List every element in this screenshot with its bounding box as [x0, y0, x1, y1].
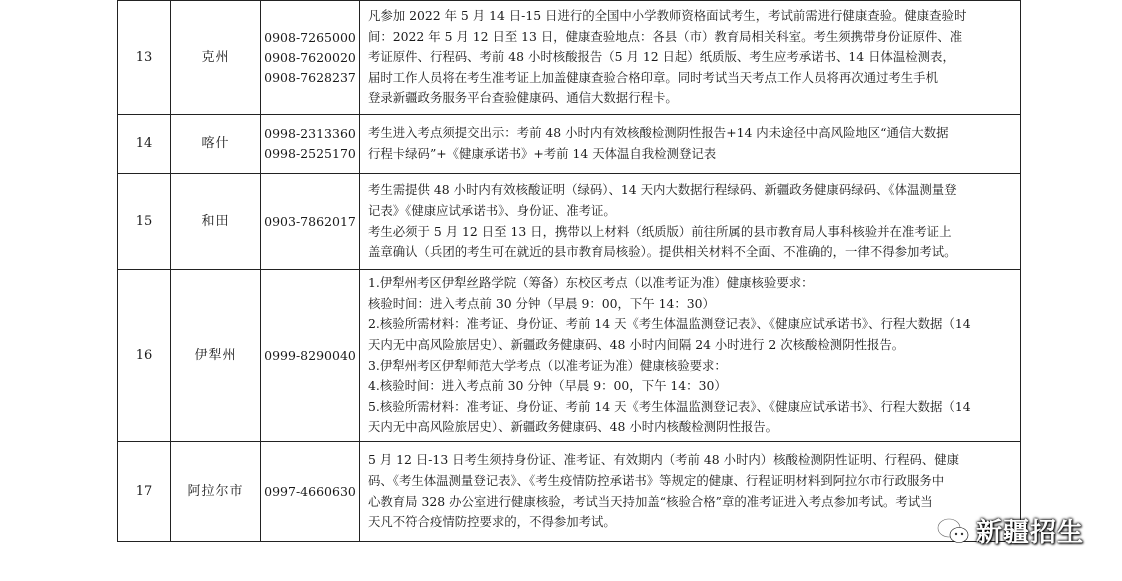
requirement-line: 心教育局 328 办公室进行健康核验，考试当天持加盖“核验合格”章的准考证进入考点参加考试。考试当 [368, 493, 933, 509]
requirement-line: 码、《考生体温测量登记表》、《考生疫情防控承诺书》等规定的健康、行程证明材料到阿拉尔市行政服务中 [368, 472, 945, 488]
contact-phones [261, 1, 360, 115]
requirement-line: 凡参加 2022 年 5 月 14 日-15 日进行的全国中小学教师资格面试考生，考试前需进行健康查验。健康查验时 [368, 8, 967, 24]
watermark-text: 新疆招生 [975, 518, 1084, 548]
requirement-line: 1.伊犁州考区伊犁丝路学院（筹备）东校区考点（以准考证为准）健康核验要求： [368, 275, 814, 291]
requirement-line: 天内无中高风险旅居史）、新疆政务健康码、48 小时内间隔 24 小时进行 2 次核酸检测阴性报告。 [368, 336, 905, 352]
region-name: 阿拉尔市 [171, 442, 261, 542]
requirement-line: 3.伊犁州考区伊犁师范大学考点（以准考证为准）健康核验要求： [368, 357, 727, 373]
region-name: 克州 [171, 1, 261, 115]
requirement-line: 间：2022 年 5 月 12 日至 13 日，健康查验地点：各县（市）教育局相关科室。考生须携带身份证原件、准 [368, 28, 963, 44]
requirements-text [360, 174, 1021, 270]
requirement-line: 核验时间：进入考点前 30 分钟（早晨 9：00，下午 14：30） [368, 295, 715, 311]
requirement-line: 届时工作人员将在考生准考证上加盖健康查验合格印章。同时考试当天考点工作人员将再次通过考生手机 [368, 69, 938, 85]
requirement-line: 登录新疆政务服务平台查验健康码、通信大数据行程卡。 [368, 90, 678, 106]
requirement-line: 记表》《健康应试承诺书》、身份证、准考证。 [368, 202, 616, 218]
wechat-icon [936, 516, 970, 546]
table-row [118, 270, 1021, 442]
region-name: 和田 [171, 174, 261, 270]
requirement-line: 行程卡绿码”+《健康承诺书》+考前 14 天体温自我检测登记表 [368, 146, 717, 161]
exam-health-check-table [117, 0, 1021, 542]
table-row [118, 174, 1021, 270]
requirement-line: 考生进入考点须提交出示：考前 48 小时内有效核酸检测阴性报告+14 内未途径中高风险地区“通信大数据 [368, 125, 949, 141]
region-name: 伊犁州 [171, 270, 261, 442]
phone-number: 0997-4660630 [264, 483, 356, 499]
table-row [118, 442, 1021, 542]
table-row [118, 115, 1021, 174]
requirement-line: 5 月 12 日-13 日考生须持身份证、准考证、有效期内（考前 48 小时内）核酸检测阴性证明、行程码、健康 [368, 452, 960, 468]
contact-phones [261, 174, 360, 270]
row-number: 16 [118, 270, 171, 442]
phone-number: 0903-7862017 [264, 213, 356, 229]
contact-phones [261, 270, 360, 442]
contact-phones [261, 442, 360, 542]
table-row [118, 1, 1021, 115]
phone-number: 0998-2525170 [264, 146, 356, 161]
requirements-text [360, 115, 1021, 174]
phone-number: 0999-8290040 [264, 347, 356, 363]
row-number: 17 [118, 442, 171, 542]
requirement-line: 盖章确认（兵团的考生可在就近的县市教育局核验）。提供相关材料不全面、不准确的，一律不得参加考试。 [368, 244, 957, 260]
requirements-text [360, 442, 1021, 542]
contact-phones [261, 115, 360, 174]
region-name: 喀什 [171, 115, 261, 174]
row-number: 15 [118, 174, 171, 270]
requirement-line: 天内无中高风险旅居史）、新疆政务健康码、48 小时内核酸检测阴性报告。 [368, 419, 779, 435]
requirement-line: 2.核验所需材料：准考证、身份证、考前 14 天《考生体温监测登记表》、《健康应试承诺书》、行程大数据（14 [368, 316, 971, 332]
row-number: 14 [118, 115, 171, 174]
requirements-text [360, 1, 1021, 115]
requirement-line: 天凡不符合疫情防控要求的，不得参加考试。 [368, 514, 616, 530]
requirement-line: 考生需提供 48 小时内有效核酸证明（绿码）、14 天内大数据行程绿码、新疆政务健康码绿码、《体温测量登 [368, 182, 957, 198]
requirement-line: 考证原件、行程码、考前 48 小时核酸报告（5 月 12 日起）纸质版、考生应考承诺书、14 日体温检测表， [368, 49, 955, 65]
phone-number: 0908-7628237 [264, 69, 356, 85]
requirement-line: 4.核验时间：进入考点前 30 分钟（早晨 9：00，下午 14：30） [368, 378, 727, 394]
requirement-line: 考生必须于 5 月 12 日至 13 日，携带以上材料（纸质版）前往所属的县市教育局人事科核验并在准考证上 [368, 223, 952, 239]
requirement-line: 5.核验所需材料：准考证、身份证、考前 14 天《考生体温监测登记表》、《健康应试承诺书》、行程大数据（14 [368, 398, 971, 414]
requirements-text [360, 270, 1021, 442]
phone-number: 0908-7265000 [264, 29, 356, 45]
phone-number: 0998-2313360 [264, 126, 356, 141]
row-number: 13 [118, 1, 171, 115]
wechat-watermark [936, 512, 1084, 549]
phone-number: 0908-7620020 [264, 49, 356, 65]
